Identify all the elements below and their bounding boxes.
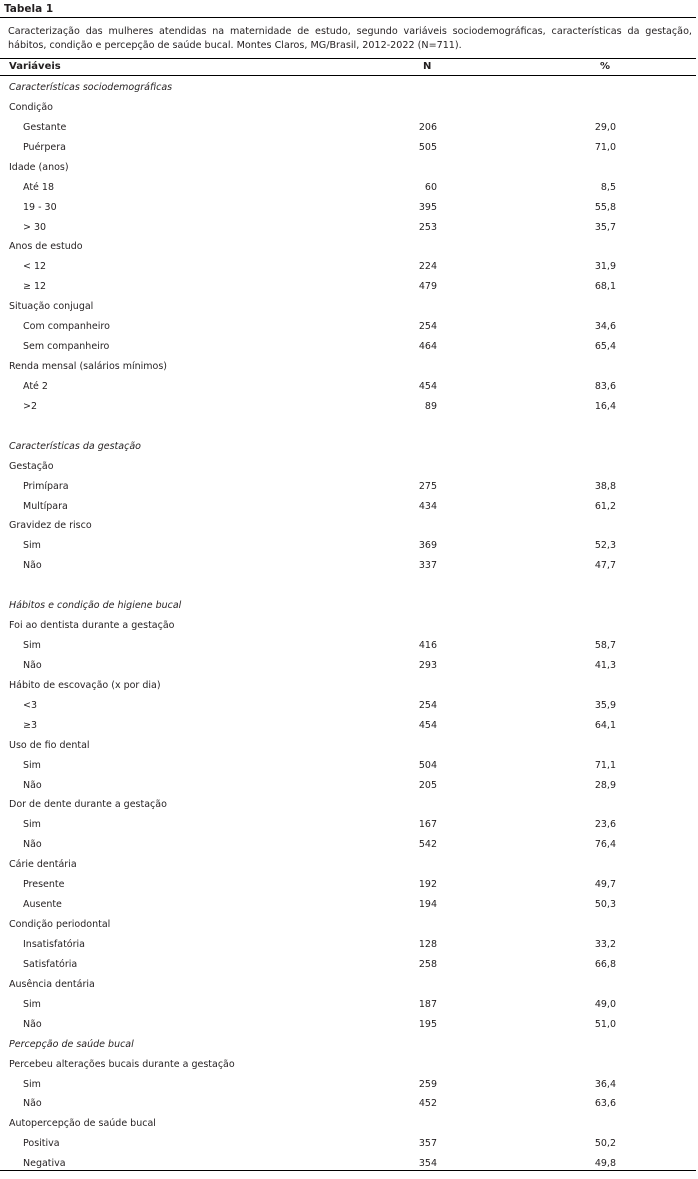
category-label: Não — [23, 1018, 42, 1030]
n-value: 254 — [418, 321, 437, 333]
table-row — [0, 321, 698, 337]
n-value: 206 — [418, 121, 437, 133]
variable-label: Cárie dentária — [9, 859, 77, 871]
variable-label: Dor de dente durante a gestação — [9, 799, 167, 811]
variable-label: Autopercepção de saúde bucal — [9, 1118, 156, 1130]
n-value: 479 — [418, 281, 437, 293]
section-heading-row — [0, 1039, 698, 1055]
section-heading: Percepção de saúde bucal — [9, 1038, 134, 1050]
spacer-row — [0, 580, 698, 596]
variable-label: Situação conjugal — [9, 301, 94, 313]
category-label: > 30 — [23, 221, 47, 233]
table-row — [0, 899, 698, 915]
bottom-rule — [0, 1170, 696, 1171]
variable-row — [0, 979, 698, 995]
percent-value: 36,4 — [594, 1078, 616, 1090]
percent-value: 71,1 — [594, 759, 616, 771]
category-label: Positiva — [23, 1138, 60, 1150]
category-label: Sim — [23, 819, 41, 831]
n-value: 337 — [418, 560, 437, 572]
percent-value: 55,8 — [594, 201, 616, 213]
percent-value: 50,3 — [594, 899, 616, 911]
percent-value: 65,4 — [594, 341, 616, 353]
n-value: 434 — [418, 500, 437, 512]
table-row — [0, 879, 698, 895]
table-row — [0, 1019, 698, 1035]
section-heading: Características da gestação — [9, 440, 141, 452]
table-row — [0, 222, 698, 238]
variable-label: Anos de estudo — [9, 241, 83, 253]
n-value: 192 — [418, 879, 437, 891]
percent-value: 8,5 — [600, 181, 616, 193]
table-row — [0, 281, 698, 297]
table-row — [0, 182, 698, 198]
n-value: 395 — [418, 201, 437, 213]
n-value: 504 — [418, 759, 437, 771]
variable-row — [0, 520, 698, 536]
category-label: Primípara — [23, 480, 69, 492]
n-value: 167 — [418, 819, 437, 831]
n-value: 195 — [418, 1018, 437, 1030]
variable-label: Condição — [9, 101, 53, 113]
category-label: Não — [23, 1098, 42, 1110]
category-label: Com companheiro — [23, 321, 110, 333]
section-heading: Características sociodemográficas — [9, 82, 173, 93]
section-heading: Hábitos e condição de higiene bucal — [9, 600, 182, 612]
table-row — [0, 959, 698, 975]
table-row — [0, 401, 698, 417]
table-row — [0, 1138, 698, 1154]
variable-row — [0, 1059, 698, 1075]
header-bottom-rule — [0, 75, 696, 76]
table-label: Tabela 1 — [4, 3, 54, 15]
n-value: 416 — [418, 640, 437, 652]
category-label: Multípara — [23, 500, 68, 512]
category-label: Puérpera — [23, 141, 66, 153]
table-row — [0, 939, 698, 955]
n-value: 454 — [418, 380, 437, 392]
table-row — [0, 700, 698, 716]
table-row — [0, 142, 698, 158]
percent-value: 34,6 — [594, 321, 616, 333]
category-label: Sim — [23, 759, 41, 771]
n-value: 128 — [418, 938, 437, 950]
n-value: 354 — [418, 1158, 437, 1170]
percent-value: 68,1 — [594, 281, 616, 293]
table-header — [0, 61, 698, 75]
category-label: Até 2 — [23, 380, 48, 392]
percent-value: 50,2 — [594, 1138, 616, 1150]
variable-label: Uso de fio dental — [9, 739, 90, 751]
variable-row — [0, 740, 698, 756]
category-label: Sim — [23, 640, 41, 652]
n-value: 454 — [418, 719, 437, 731]
column-header-percent: % — [600, 61, 611, 72]
header-top-rule — [0, 58, 696, 59]
percent-value: 71,0 — [594, 141, 616, 153]
variable-row — [0, 162, 698, 178]
variable-row — [0, 859, 698, 875]
n-value: 187 — [418, 998, 437, 1010]
table-row — [0, 780, 698, 796]
variable-row — [0, 461, 698, 477]
category-label: Não — [23, 659, 42, 671]
n-value: 194 — [418, 899, 437, 911]
variable-label: Condição periodontal — [9, 919, 111, 931]
percent-value: 61,2 — [594, 500, 616, 512]
n-value: 258 — [418, 958, 437, 970]
percent-value: 38,8 — [594, 480, 616, 492]
percent-value: 29,0 — [594, 121, 616, 133]
percent-value: 51,0 — [594, 1018, 616, 1030]
category-label: ≥ 12 — [23, 281, 47, 293]
n-value: 293 — [418, 659, 437, 671]
table-row — [0, 381, 698, 397]
percent-value: 76,4 — [594, 839, 616, 851]
category-label: ≥3 — [23, 719, 38, 731]
n-value: 452 — [418, 1098, 437, 1110]
variable-label: Gestação — [9, 460, 54, 472]
column-header-variable: Variáveis — [9, 61, 61, 72]
n-value: 89 — [424, 400, 437, 412]
table-row — [0, 261, 698, 277]
category-label: Até 18 — [23, 181, 55, 193]
table-row — [0, 1098, 698, 1114]
variable-row — [0, 680, 698, 696]
table-row — [0, 202, 698, 218]
top-rule — [0, 17, 696, 18]
category-label: 19 - 30 — [23, 201, 57, 213]
category-label: Ausente — [23, 899, 62, 911]
percent-value: 35,9 — [594, 699, 616, 711]
percent-value: 58,7 — [594, 640, 616, 652]
column-header-n: N — [423, 61, 432, 72]
category-label: Não — [23, 779, 42, 791]
variable-label: Idade (anos) — [9, 161, 69, 173]
category-label: Gestante — [23, 121, 67, 133]
n-value: 205 — [418, 779, 437, 791]
variable-label: Ausência dentária — [9, 978, 95, 990]
percent-value: 28,9 — [594, 779, 616, 791]
variable-label: Hábito de escovação (x por dia) — [9, 679, 161, 691]
category-label: Sim — [23, 540, 41, 552]
variable-label: Renda mensal (salários mínimos) — [9, 361, 168, 373]
table-row — [0, 839, 698, 855]
table-row — [0, 481, 698, 497]
variable-row — [0, 361, 698, 377]
category-label: Sim — [23, 1078, 41, 1090]
percent-value: 35,7 — [594, 221, 616, 233]
n-value: 224 — [418, 261, 437, 273]
table-row — [0, 660, 698, 676]
n-value: 464 — [418, 341, 437, 353]
table-row — [0, 819, 698, 835]
table-row — [0, 640, 698, 656]
variable-row — [0, 620, 698, 636]
percent-value: 33,2 — [594, 938, 616, 950]
section-heading-row — [0, 441, 698, 457]
percent-value: 83,6 — [594, 380, 616, 392]
section-heading-row — [0, 600, 698, 616]
variable-label: Gravidez de risco — [9, 520, 92, 532]
variable-label: Foi ao dentista durante a gestação — [9, 620, 175, 632]
percent-value: 31,9 — [594, 261, 616, 273]
table-row — [0, 341, 698, 357]
variable-label: Percebeu alterações bucais durante a gestação — [9, 1058, 235, 1070]
variable-row — [0, 799, 698, 815]
variable-row — [0, 1118, 698, 1134]
spacer-row — [0, 421, 698, 437]
percent-value: 66,8 — [594, 958, 616, 970]
category-label: Sim — [23, 998, 41, 1010]
percent-value: 52,3 — [594, 540, 616, 552]
n-value: 357 — [418, 1138, 437, 1150]
category-label: >2 — [23, 400, 38, 412]
percent-value: 49,7 — [594, 879, 616, 891]
table-row — [0, 760, 698, 776]
percent-value: 49,0 — [594, 998, 616, 1010]
n-value: 505 — [418, 141, 437, 153]
category-label: Negativa — [23, 1158, 66, 1170]
n-value: 275 — [418, 480, 437, 492]
category-label: Não — [23, 839, 42, 851]
category-label: < 12 — [23, 261, 47, 273]
n-value: 254 — [418, 699, 437, 711]
section-heading-row — [0, 82, 698, 98]
variable-row — [0, 919, 698, 935]
variable-row — [0, 102, 698, 118]
category-label: Sem companheiro — [23, 341, 110, 353]
percent-value: 47,7 — [594, 560, 616, 572]
variable-row — [0, 241, 698, 257]
percent-value: 23,6 — [594, 819, 616, 831]
table-caption: Caracterização das mulheres atendidas na maternidade de estudo, segundo variáveis sociodemográficas, características da gestação, hábitos, condição e percepção de saúde bucal. Montes Claros, MG/Brasil, 2012-2022 (N=711). — [8, 26, 692, 51]
table-row — [0, 999, 698, 1015]
table-row — [0, 720, 698, 736]
n-value: 259 — [418, 1078, 437, 1090]
percent-value: 64,1 — [594, 719, 616, 731]
table-row — [0, 540, 698, 556]
table-row — [0, 122, 698, 138]
percent-value: 63,6 — [594, 1098, 616, 1110]
n-value: 369 — [418, 540, 437, 552]
category-label: Não — [23, 560, 42, 572]
category-label: <3 — [23, 699, 38, 711]
percent-value: 49,8 — [594, 1158, 616, 1170]
n-value: 542 — [418, 839, 437, 851]
category-label: Insatisfatória — [23, 938, 85, 950]
category-label: Presente — [23, 879, 65, 891]
percent-value: 41,3 — [594, 659, 616, 671]
percent-value: 16,4 — [594, 400, 616, 412]
n-value: 253 — [418, 221, 437, 233]
table-row — [0, 1079, 698, 1095]
table-row — [0, 560, 698, 576]
n-value: 60 — [424, 181, 437, 193]
table-row — [0, 1158, 698, 1174]
table-row — [0, 501, 698, 517]
category-label: Satisfatória — [23, 958, 78, 970]
variable-row — [0, 301, 698, 317]
